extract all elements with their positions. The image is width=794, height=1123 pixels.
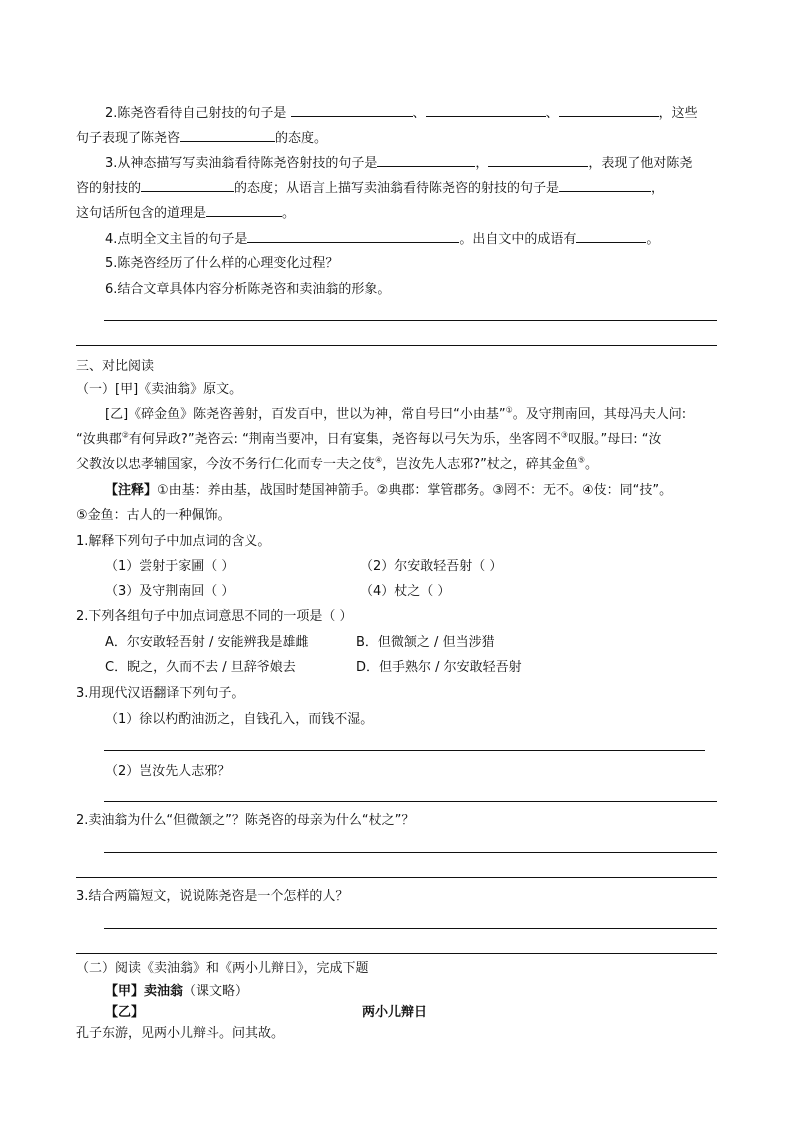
- q6-answer-line-2[interactable]: [76, 345, 717, 346]
- notes-line-1: 【注释】①由基：养由基，战国时楚国神箭手。②典郡：掌管郡务。③罔不：无不。④伎：同“技”。: [105, 483, 673, 498]
- q2-blank-3[interactable]: [559, 103, 659, 117]
- q3-line3: 这句话所包含的道理是 。: [76, 203, 295, 223]
- q3-blank-1[interactable]: [377, 153, 475, 167]
- q4-blank-2[interactable]: [576, 229, 646, 243]
- q2-blank-2[interactable]: [426, 103, 546, 117]
- part1-title: （一）[甲]《卖油翁》原文。: [76, 382, 243, 397]
- s3-q3-sentence2: （2）岂汝先人志邪？: [105, 764, 231, 779]
- option-b[interactable]: B．但微颔之 / 但当涉猎: [356, 635, 495, 650]
- s3-q4-answer-line-2[interactable]: [76, 877, 717, 878]
- passage-line-1: [乙]《碎金鱼》陈尧咨善射，百发百中，世以为神，常自号曰“小由基”①。及守荆南回，其母冯夫人问:: [105, 405, 687, 422]
- s3-q3-title: 3.用现代汉语翻译下列句子。: [76, 686, 245, 701]
- s3-q4-answer-line-1[interactable]: [104, 852, 717, 853]
- q3-blank-5[interactable]: [206, 203, 282, 217]
- s3-q5: 3.结合两篇短文，说说陈尧咨是一个怎样的人？: [76, 889, 349, 904]
- s3-q1-item2: （2）尔安敢轻吾射（ ）: [360, 559, 503, 574]
- notes-label: 【注释】: [105, 483, 158, 498]
- part2-title: （二）阅读《卖油翁》和《两小儿辩日》，完成下题: [76, 961, 369, 976]
- s3-q1-title: 1.解释下列句子中加点词的含义。: [76, 534, 271, 549]
- q2-blank-4[interactable]: [180, 128, 275, 142]
- part2-first-line: 孔子东游，见两小儿辩斗。问其故。: [76, 1026, 285, 1041]
- part2-jia: 【甲】卖油翁（课文略）: [105, 984, 249, 999]
- q4-line: 4.点明全文主旨的句子是 。出自文中的成语有 。: [105, 229, 659, 249]
- q6: 6.结合文章具体内容分析陈尧咨和卖油翁的形象。: [105, 282, 391, 297]
- q5: 5.陈尧咨经历了什么样的心理变化过程？: [105, 256, 339, 271]
- s3-q2-title: 2.下列各组句子中加点词意思不同的一项是（ ）: [76, 609, 353, 624]
- option-d[interactable]: D．但手熟尔 / 尔安敢轻吾射: [356, 660, 522, 675]
- passage-line-3: 父教汝以忠孝辅国家，今汝不务行仁化而专一夫之伎④，岂汝先人志邪?”杖之，碎其金鱼⑤。: [76, 455, 599, 472]
- option-a[interactable]: A．尔安敢轻吾射 / 安能辨我是雄雌: [105, 635, 309, 650]
- passage-line-2: “汝典郡②有何异政?”尧咨云: “荆南当要冲，日有宴集，尧咨每以弓矢为乐，坐客罔不③叹服。”母曰: “汝: [76, 430, 662, 447]
- q3-line2: 咨的射技的 的态度；从语言上描写卖油翁看待陈尧咨的射技的句子是 ，: [76, 178, 664, 198]
- q3-blank-2[interactable]: [488, 153, 588, 167]
- s3-q1-item3: （3）及守荆南回（ ）: [105, 584, 235, 599]
- q2-line2: 句子表现了陈尧咨 的态度。: [76, 128, 327, 148]
- s3-q3-sentence1: （1）徐以杓酌油沥之，自钱孔入，而钱不湿。: [105, 712, 374, 727]
- s3-q4: 2.卖油翁为什么“但微颔之”？陈尧咨的母亲为什么“杖之”？: [76, 813, 415, 828]
- q2-line1: 2.陈尧咨看待自己射技的句子是 、 、 ，这些: [105, 103, 698, 123]
- s3-q3-answer-line-2[interactable]: [104, 801, 717, 802]
- s3-q1-item1: （1）尝射于家圃（ ）: [105, 559, 235, 574]
- part2-yi-title: 两小儿辩日: [362, 1005, 428, 1020]
- s3-q1-item4: （4）杖之（ ）: [360, 584, 451, 599]
- q3-blank-4[interactable]: [559, 178, 651, 192]
- s3-q5-answer-line-2[interactable]: [76, 953, 717, 954]
- s3-q5-answer-line-1[interactable]: [104, 928, 717, 929]
- q3-blank-3[interactable]: [141, 178, 234, 192]
- q2-blank-1[interactable]: [291, 103, 413, 117]
- q2-prompt: 2.陈尧咨看待自己射技的句子是: [105, 106, 287, 121]
- section3-title: 三、对比阅读: [76, 359, 155, 374]
- s3-q3-answer-line-1[interactable]: [104, 750, 705, 751]
- part2-yi-label: 【乙】: [105, 1005, 145, 1020]
- q6-answer-line-1[interactable]: [104, 320, 717, 321]
- option-c[interactable]: C．睨之，久而不去 / 旦辞爷娘去: [105, 660, 296, 675]
- q4-blank-1[interactable]: [247, 229, 459, 243]
- notes-line-2: ⑤金鱼：古人的一种佩饰。: [76, 508, 231, 523]
- q3-line1: 3.从神态描写写卖油翁看待陈尧咨射技的句子是 ， ，表现了他对陈尧: [105, 153, 692, 173]
